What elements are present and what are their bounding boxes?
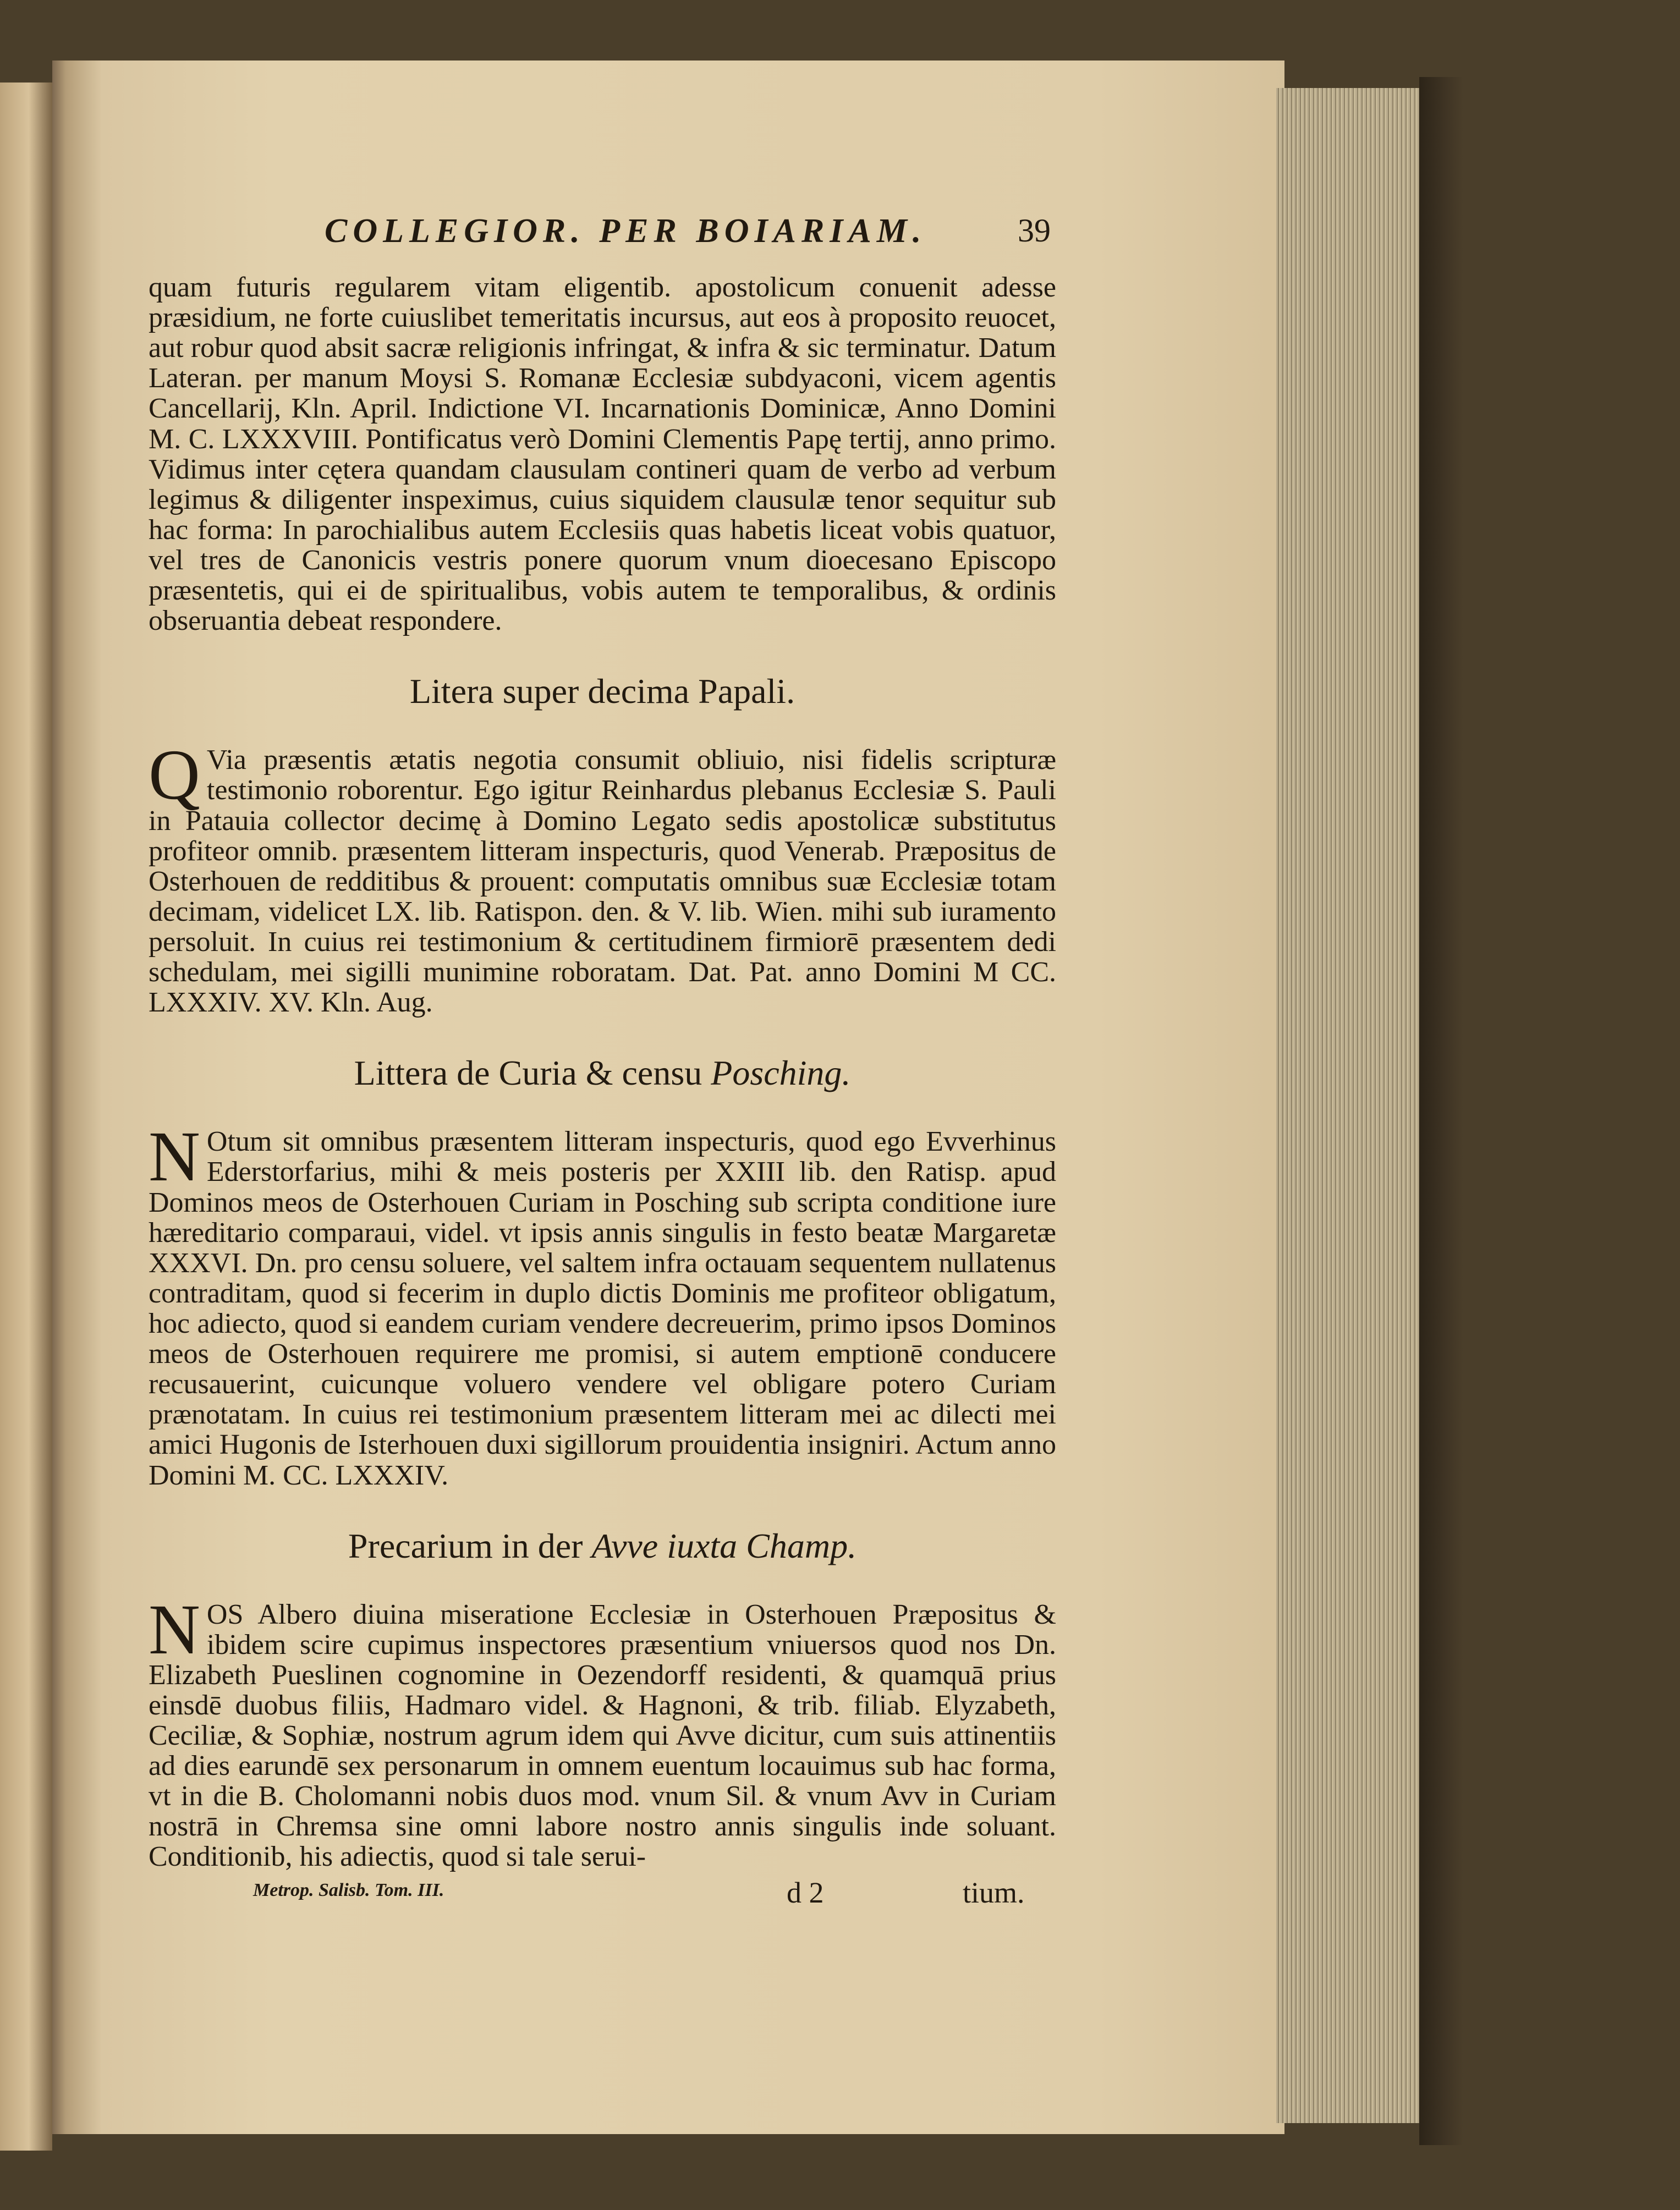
- section-heading-text: Precarium in der: [348, 1526, 583, 1565]
- page-edges: [1276, 88, 1419, 2123]
- section-heading-italic: Posching.: [711, 1053, 851, 1093]
- page-header: [149, 212, 1056, 272]
- drop-cap: N: [149, 1117, 200, 1197]
- section-heading-decima: [149, 671, 1056, 712]
- page-footer: [149, 1876, 1056, 1920]
- entry-precarium: [149, 1590, 1056, 1873]
- signature-mark: Metrop. Salisb. Tom. III.: [253, 1879, 444, 1900]
- section-heading-italic: Avve iuxta Champ.: [591, 1526, 857, 1565]
- section-heading-curia: [149, 1053, 1056, 1093]
- section-heading-precarium: [149, 1526, 1056, 1566]
- drop-cap: N: [149, 1590, 200, 1669]
- drop-cap: Q: [149, 735, 200, 815]
- left-page-edge: [0, 83, 52, 2151]
- entry-curia: [149, 1117, 1056, 1491]
- page-shadow: [1419, 77, 1463, 2145]
- page-number: 39: [1018, 212, 1051, 249]
- signature-letter: d 2: [787, 1876, 824, 1909]
- entry-text: Otum sit omnibus præsentem litteram inspecturis, quod ego Evverhinus Ederstorfarius, mihi & meis posteris per XXIII lib. den Ratisp. apud Dominos meos de Osterhouen Curiam in Posching sub scripta conditione iure hæreditario comparaui, videl. vt ipsis annis singulis in festo beatæ Margaretæ XXXVI. Dn. pro censu soluere, vel saltem infra octauam sequentem nullatenus contraditam, quod si fecerim in duplo dictis Dominis me profiteor obligatum, hoc adiecto, quod si eandem curiam vendere decreuerim, primo ipsos Dominos meos de Osterhouen requirere me promisi, si autem emptionē conducere recusauerint, cuicunque voluero vendere vel obligare potero Curiam prænotatam. In cuius rei testimonium præsentem litteram mei ac dilecti mei amici Hugonis de Isterhouen duxi sigillorum prouidentia insigniri. Actum anno Domini M. CC. LXXXIV.: [149, 1126, 1056, 1491]
- opening-text: quam futuris regularem vitam eligentib. apostolicum conuenit adesse præsidium, ne forte cuiuslibet temeritatis incursus, aut eos à proposito reuocet, aut robur quod absit sacræ religionis infringat, & infra & sic terminatur. Datum Lateran. per manum Moysi S. Romanæ Ecclesiæ subdyaconi, vicem agentis Cancellarij, Kln. April. Indictione VI. Incarnationis Dominicæ, Anno Domini M. C. LXXXVIII. Pontificatus verò Domini Clementis Papę tertij, anno primo. Vidimus inter cętera quandam clausulam contineri quam de verbo ad verbum legimus & diligenter inspeximus, cuius siquidem clausulæ tenor sequitur sub hac forma: In parochialibus autem Ecclesiis quas habetis liceat vobis quatuor, vel tres de Canonicis vestris ponere quorum vnum dioecesano Episcopo præsentetis, qui ei de spiritualibus, vobis autem te temporalibus, & ordinis obseruantia debeat respondere.: [149, 272, 1056, 637]
- section-heading-text: Litera super decima Papali.: [409, 672, 795, 711]
- page-content: [149, 212, 1056, 1920]
- entry-decima: [149, 735, 1056, 1019]
- section-heading-text: Littera de Curia & censu: [354, 1053, 702, 1093]
- entry-text: Via præsentis ætatis negotia consumit obliuio, nisi fidelis scripturæ testimonio roborentur. Ego igitur Reinhardus plebanus Ecclesiæ S. Pauli in Patauia collector decimę à Domino Legato sedis apostolicæ substitutus profiteor omnib. præsentem litteram inspecturis, quod Venerab. Præpositus de Osterhouen de redditibus & prouent: computatis omnibus suæ Ecclesiæ totam decimam, videlicet LX. lib. Ratispon. den. & V. lib. Wien. mihi sub iuramento persoluit. In cuius rei testimonium & certitudinem firmiorē præsentem dedi schedulam, mei sigilli munimine roboratam. Dat. Pat. anno Domini M CC. LXXXIV. XV. Kln. Aug.: [149, 744, 1056, 1019]
- catchword: tium.: [963, 1876, 1025, 1909]
- entry-text: OS Albero diuina miseratione Ecclesiæ in Osterhouen Præpositus & ibidem scire cupimus inspectores præsentium vniuersos quod nos Dn. Elizabeth Pueslinen cognomine in Oezendorff residenti, & quamquā prius einsdē duobus filiis, Hadmaro videl. & Hagnoni, & trib. filiab. Elyzabeth, Ceciliæ, & Sophiæ, nostrum agrum idem qui Avve dicitur, cum suis attinentiis ad dies earundē sex personarum in omnem euentum locauimus sub hac forma, vt in die B. Cholomanni nobis duos mod. vnum Sil. & vnum Avv in Curiam nostrā in Chremsa sine omni labore nostro annis singulis inde soluant. Conditionib, his adiectis, quod si tale serui-: [149, 1598, 1056, 1873]
- running-title: COLLEGIOR. PER BOIARIAM.: [325, 212, 927, 250]
